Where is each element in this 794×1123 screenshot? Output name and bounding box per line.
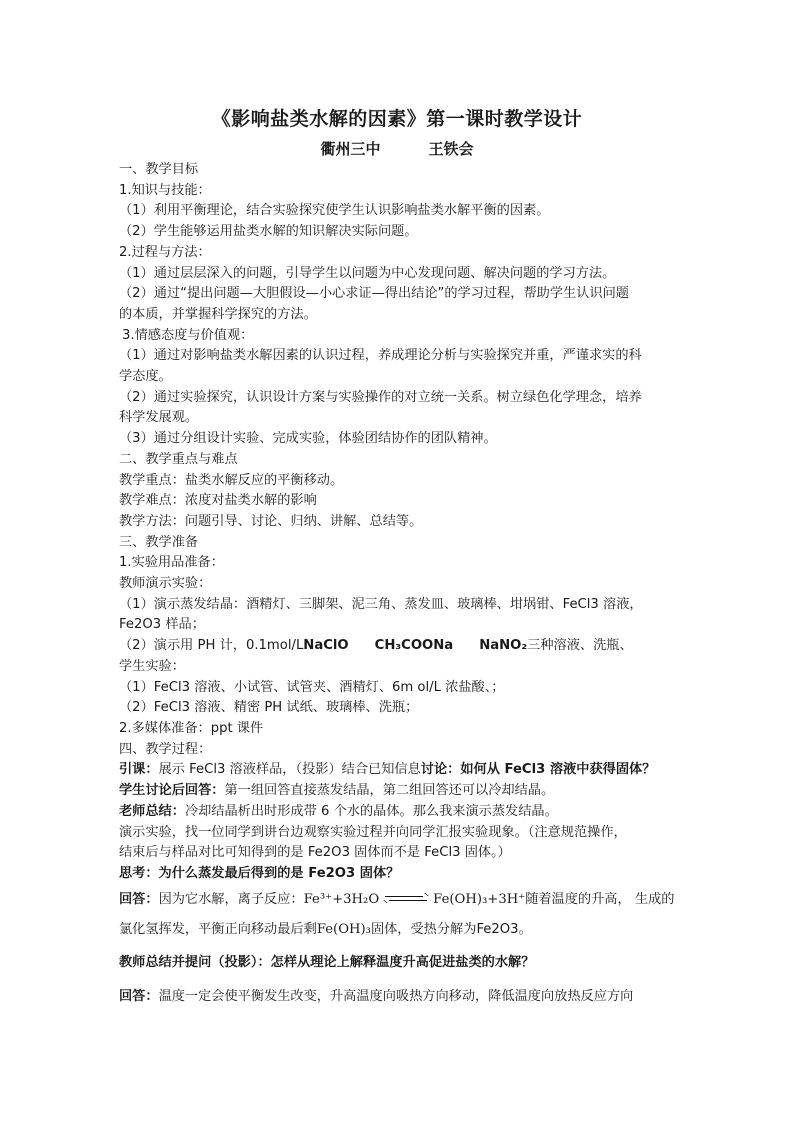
text-segment: 温度一定会使平衡发生改变，升高温度向吸热方向移动，降低温度向放热反应方向 [158, 988, 634, 1004]
section-heading: 三、教学准备 [119, 534, 199, 550]
chemical-formula: NaClO [303, 638, 349, 654]
text-line: 学态度。 [119, 369, 172, 385]
label-intro: 引课： [119, 762, 159, 778]
text-line: 教师演示实验： [119, 576, 212, 592]
text-line: 的本质，并掌握科学探究的方法。 [119, 306, 317, 322]
text-segment: 因为它水解，离子反应： [158, 891, 304, 907]
text-segment: （2）演示用 PH 计，0.1mol/L [119, 638, 304, 654]
text-line: （2）FeCl3 溶液、精密 PH 试纸、玻璃棒、洗瓶； [119, 700, 419, 716]
equation-left: Fe³⁺+3H₂O [303, 891, 380, 907]
answer-line [119, 981, 679, 1013]
sub-heading: 1.实验用品准备： [119, 555, 224, 571]
answer-line [119, 915, 679, 945]
section-heading: 一、教学目标 [119, 162, 199, 177]
text-line [119, 781, 679, 802]
page-title: 《影响盐类水解的因素》第一课时教学设计 [211, 108, 583, 130]
text-segment: 展示 FeCl3 溶液样品，（投影）结合已知信息 [158, 762, 421, 778]
text-line: 演示实验，找一位同学到讲台边观察实验过程并向同学汇报实验现象。（注意规范操作， [119, 824, 627, 840]
label-answer: 回答： [119, 891, 159, 907]
text-line: 教学方法：问题引导、讨论、归纳、讲解、总结等。 [119, 513, 423, 529]
chemical-formula: CH₃COONa [374, 638, 454, 654]
text-segment: Fe2O3。 [476, 921, 532, 937]
label-student-answer: 学生讨论后回答： [119, 783, 225, 799]
label-answer: 回答： [119, 988, 159, 1004]
text-line [119, 802, 679, 823]
text-line: 教学重点：盐类水解反应的平衡移动。 [119, 472, 344, 488]
think-question: 思考：为什么蒸发最后得到的是 Fe2O3 固体？ [119, 865, 400, 881]
text-line: 科学发展观。 [119, 410, 199, 426]
sub-heading: 3.情感态度与价值观： [122, 327, 254, 343]
author-school: 衢州三中 [320, 140, 381, 158]
text-line: （2）通过“提出问题—大胆假设—小心求证—得出结论”的学习过程，帮助学生认识问题 [119, 286, 629, 302]
text-line: 2.多媒体准备：ppt 课件 [119, 720, 264, 736]
text-line: （2）学生能够运用盐类水解的知识解决实际问题。 [119, 224, 418, 240]
text-line: 教学难点：浓度对盐类水解的影响 [119, 493, 317, 509]
text-line: （1）通过层层深入的问题，引导学生以问题为中心发现问题、解决问题的学习方法。 [119, 265, 616, 281]
text-line [119, 760, 679, 781]
section-heading: 四、教学过程： [119, 741, 212, 757]
equilibrium-arrow-icon [385, 893, 427, 905]
text-line: 结束后与样品对比可知得到的是 Fe2O3 固体而不是 FeCl3 固体。） [119, 845, 511, 861]
text-line: 学生实验： [119, 658, 185, 674]
teacher-question: 教师总结并提问（投影）：怎样从理论上解释温度升高促进盐类的水解？ [119, 954, 535, 970]
text-line: （3）通过分组设计实验、完成实验，体验团结协作的团队精神。 [119, 431, 497, 447]
answer-line [119, 885, 679, 915]
text-segment: 氯化氢挥发，平衡正向移动最后剩 [119, 921, 317, 937]
text-line: （1）演示蒸发结晶：酒精灯、三脚架、泥三角、蒸发皿、玻璃棒、坩埚钳、FeCl3 溶液， [119, 596, 643, 612]
author-line [0, 138, 794, 159]
discussion-question: 讨论：如何从 FeCl3 溶液中获得固体？ [420, 762, 656, 778]
text-line [119, 636, 679, 657]
text-segment: 固体，受热分解为 [370, 921, 477, 937]
text-line: （1）利用平衡理论，结合实验探究使学生认识影响盐类水解平衡的因素。 [119, 203, 550, 219]
text-line: Fe2O3 样品； [119, 617, 205, 633]
text-segment: 冷却结晶析出时形成带 6 个水的晶体。那么我来演示蒸发结晶。 [184, 803, 558, 819]
sub-heading: 2.过程与方法： [119, 244, 211, 260]
equation-right: Fe(OH)₃+3H⁺ [433, 891, 526, 907]
text-line: （2）通过实验探究，认识设计方案与实验操作的对立统一关系。树立绿色化学理念，培养 [119, 389, 642, 405]
text-segment: 随着温度的升高， 生成的 [525, 891, 675, 907]
label-teacher-summary: 老师总结： [119, 803, 185, 819]
document-body [119, 160, 679, 1013]
author-name: 王铁会 [428, 140, 474, 158]
chemical-formula: NaNO₂ [479, 638, 528, 654]
text-segment: 三种溶液、洗瓶、 [527, 638, 633, 654]
text-line: （1）FeCl3 溶液、小试管、试管夹、酒精灯、6m ol/L 浓盐酸、； [119, 679, 505, 695]
chemical-formula: Fe(OH)₃ [316, 921, 371, 937]
text-line: （1）通过对影响盐类水解因素的认识过程，养成理论分析与实验探究并重，严谨求实的科 [119, 348, 642, 364]
text-segment: 第一组回答直接蒸发结晶，第二组回答还可以冷却结晶。 [224, 783, 555, 799]
sub-heading: 1.知识与技能： [119, 182, 211, 198]
section-heading: 二、教学重点与难点 [119, 451, 238, 467]
